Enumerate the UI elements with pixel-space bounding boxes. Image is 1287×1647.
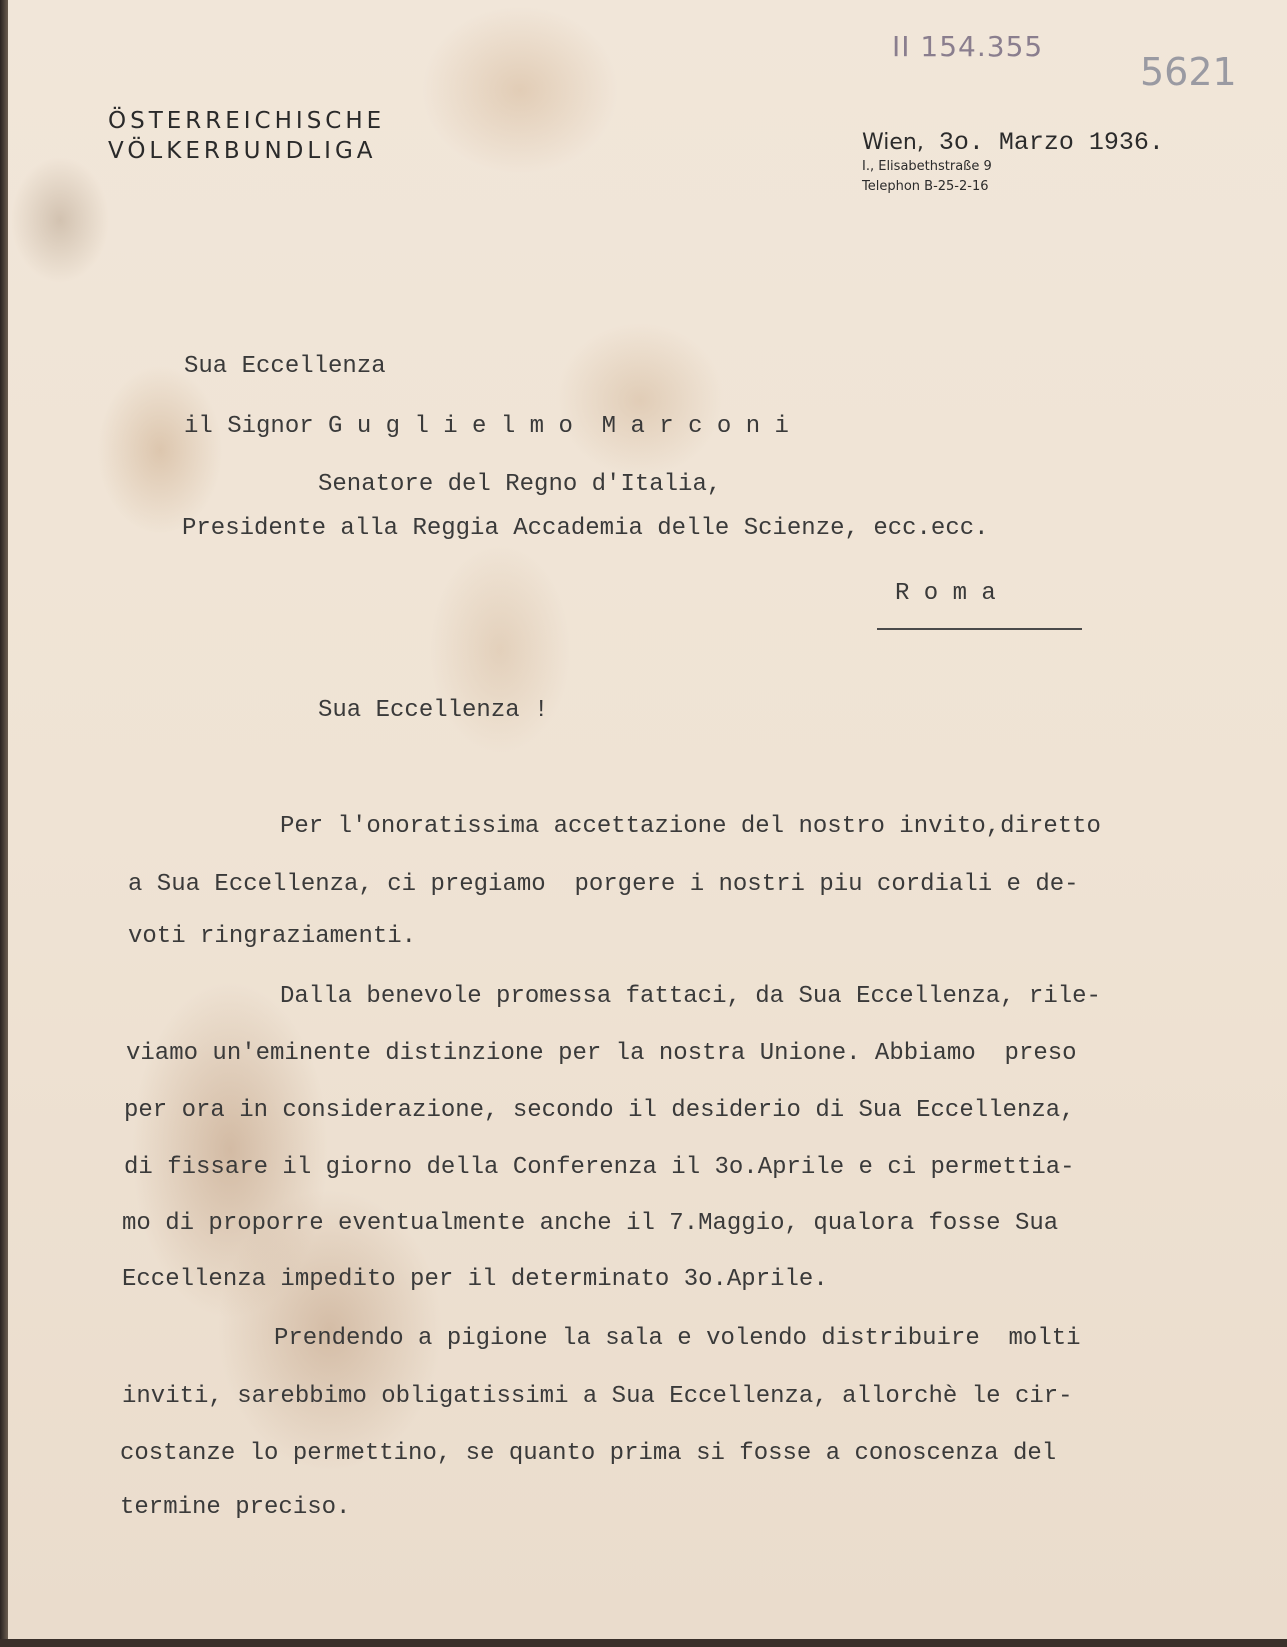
recipient-line2: il Signor G u g l i e l m o M a r c o n i (184, 413, 789, 440)
recipient-line4: Presidente alla Reggia Accademia delle Scienze, ecc.ecc. (182, 515, 989, 542)
recipient-line1: Sua Eccellenza (184, 353, 386, 380)
letterhead-line2: VÖLKERBUNDLIGA (108, 138, 377, 164)
dateline-city: Wien, (862, 130, 924, 155)
body-line: Prendendo a pigione la sala e volendo distribuire molti (274, 1325, 1081, 1352)
letterhead (108, 106, 385, 166)
body-line: di fissare il giorno della Conferenza il 3o.Aprile e ci permettia- (124, 1154, 1075, 1181)
city-underline (877, 628, 1082, 630)
body-line: a Sua Eccellenza, ci pregiamo porgere i nostri piu cordiali e de- (128, 871, 1079, 898)
body-line: Per l'onoratissima accettazione del nostro invito,diretto (280, 813, 1101, 840)
address-street: I., Elisabethstraße 9 (862, 159, 992, 174)
body-line: per ora in considerazione, secondo il desiderio di Sua Eccellenza, (124, 1097, 1075, 1124)
body-line: termine preciso. (120, 1494, 351, 1521)
archive-id: II 154.355 (892, 30, 1044, 63)
address-phone: Telephon B-25-2-16 (862, 179, 989, 194)
recipient-line3: Senatore del Regno d'Italia, (318, 471, 722, 498)
address (862, 157, 992, 197)
salutation: Sua Eccellenza ! (318, 697, 549, 724)
body-line: costanze lo permettino, se quanto prima si fosse a conoscenza del (120, 1440, 1057, 1467)
body-line: Eccellenza impedito per il determinato 3o.Aprile. (122, 1266, 828, 1293)
body-line: voti ringraziamenti. (128, 923, 417, 950)
body-line: viamo un'eminente distinzione per la nostra Unione. Abbiamo preso (126, 1040, 1077, 1067)
recipient-city: R o m a (895, 580, 996, 607)
archive-number: 5621 (1140, 50, 1237, 94)
scan-edge-bottom (0, 1639, 1287, 1647)
body-line: mo di proporre eventualmente anche il 7.Maggio, qualora fosse Sua (122, 1210, 1059, 1237)
body-line: Dalla benevole promessa fattaci, da Sua Eccellenza, rile- (280, 983, 1101, 1010)
body-line: inviti, sarebbimo obligatissimi a Sua Eccellenza, allorchè le cir- (122, 1383, 1073, 1410)
dateline-date: 3o. Marzo 1936. (938, 128, 1164, 157)
letterhead-line1: ÖSTERREICHISCHE (108, 108, 386, 134)
dateline (862, 128, 1164, 157)
scan-edge-left (0, 0, 8, 1647)
